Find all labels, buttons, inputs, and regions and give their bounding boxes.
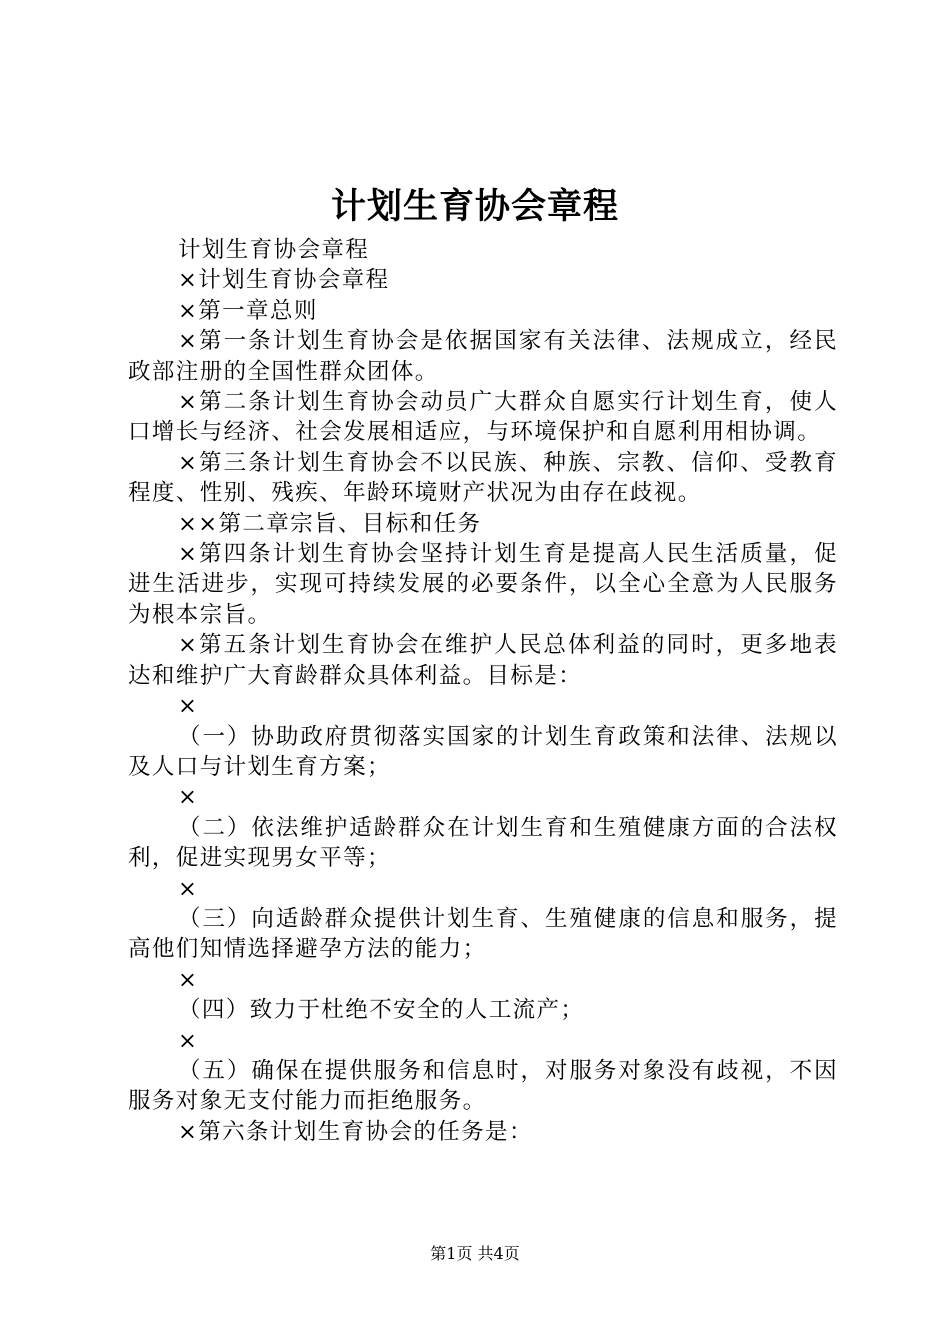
article-paragraph: ×第六条计划生育协会的任务是： — [178, 1118, 533, 1145]
chapter-heading: ×第一章总则 — [178, 297, 318, 324]
separator-mark: × — [178, 693, 199, 720]
article-paragraph: ×第三条计划生育协会不以民族、种族、宗教、信仰、受教育程度、性别、残疾、年龄环境财产状况为由存在歧视。 — [128, 449, 838, 507]
page-footer: 第1页 共4页 — [430, 1244, 520, 1263]
list-item: （五）确保在提供服务和信息时，对服务对象没有歧视，不因服务对象无支付能力而拒绝服务。 — [128, 1057, 838, 1115]
list-item: （二）依法维护适龄群众在计划生育和生殖健康方面的合法权利，促进实现男女平等； — [128, 814, 838, 872]
article-paragraph: ×第二条计划生育协会动员广大群众自愿实行计划生育，使人口增长与经济、社会发展相适应，与环境保护和自愿利用相协调。 — [128, 389, 838, 446]
separator-mark: × — [178, 875, 199, 902]
article-paragraph: ×第一条计划生育协会是依据国家有关法律、法规成立，经民政部注册的全国性群众团体。 — [128, 328, 838, 385]
chapter-heading: ××第二章宗旨、目标和任务 — [178, 510, 482, 537]
separator-mark: × — [178, 966, 199, 993]
list-item: （三）向适龄群众提供计划生育、生殖健康的信息和服务，提高他们知情选择避孕方法的能力； — [128, 905, 838, 963]
paragraph: ×计划生育协会章程 — [178, 267, 390, 294]
article-paragraph: ×第五条计划生育协会在维护人民总体利益的同时，更多地表达和维护广大育龄群众具体利益。目标是： — [128, 632, 838, 689]
article-paragraph: ×第四条计划生育协会坚持计划生育是提高人民生活质量，促进生活进步，实现可持续发展的必要条件，以全心全意为人民服务为根本宗旨。 — [128, 541, 838, 628]
paragraph: 计划生育协会章程 — [178, 237, 370, 263]
separator-mark: × — [178, 784, 199, 811]
document-body — [128, 235, 838, 1147]
list-item: （一）协助政府贯彻落实国家的计划生育政策和法律、法规以及人口与计划生育方案； — [128, 723, 838, 780]
document-title: 计划生育协会章程 — [330, 186, 619, 227]
separator-mark: × — [178, 1027, 199, 1054]
list-item: （四）致力于杜绝不安全的人工流产； — [178, 997, 585, 1024]
